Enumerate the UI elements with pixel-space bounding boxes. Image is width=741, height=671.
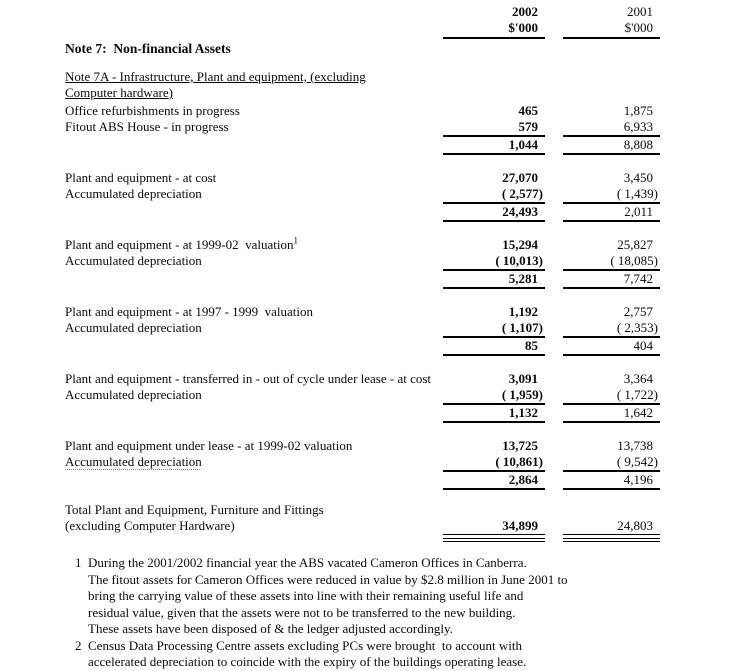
table-row	[65, 320, 660, 338]
subtotal-2002: 85	[443, 338, 545, 356]
footnote-line: These assets have been disposed of & the ledger adjusted accordingly.	[88, 621, 453, 636]
value-2001: 6,933	[563, 119, 660, 137]
subtotal-2002: 2,864	[443, 472, 545, 490]
footnote-line: During the 2001/2002 financial year the ABS vacated Cameron Offices in Canberra.	[88, 555, 527, 570]
subheading-line-2: Computer hardware)	[65, 85, 173, 100]
subtotal-2001: 8,808	[563, 137, 660, 155]
footnote-line: accelerated depreciation to coincide with the expiry of the buildings operating lease.	[88, 654, 527, 669]
double-rule-2002	[443, 538, 545, 542]
footnote-line: bring the carrying value of these assets into line with their remaining useful life and	[88, 588, 524, 603]
table-row	[65, 103, 660, 119]
asset-section	[0, 371, 741, 423]
value-2002: 579	[443, 119, 545, 137]
subtotal-row	[65, 338, 660, 356]
value-2001: ( 18,085)	[563, 253, 660, 271]
note-title-row	[65, 41, 660, 57]
total-value-2002: 34,899	[443, 518, 545, 535]
unit-header-2001: $'000	[563, 20, 660, 39]
row-label: Plant and equipment - at 1997 - 1999 valuation	[65, 304, 314, 319]
subtotal-2001: 4,196	[563, 472, 660, 490]
subheading-row-2	[65, 85, 660, 101]
column-header-2002: 2002	[512, 4, 538, 19]
asset-section	[0, 438, 741, 490]
table-row	[65, 186, 660, 204]
footnote-number: 1	[75, 555, 82, 570]
subtotal-2002: 1,044	[443, 137, 545, 155]
asset-section	[0, 304, 741, 356]
row-label: Accumulated depreciation	[65, 186, 202, 201]
row-label: Office refurbishments in progress	[65, 103, 240, 118]
subheading-line-1: Note 7A - Infrastructure, Plant and equipment, (excluding	[65, 69, 366, 84]
row-label: Plant and equipment under lease - at 1999-02 valuation	[65, 438, 353, 453]
subtotal-2002: 5,281	[443, 271, 545, 289]
total-value-2001: 24,803	[563, 518, 660, 535]
value-2002: 27,070	[502, 170, 538, 185]
value-2001: 2,757	[623, 304, 653, 319]
footnote-ref-superscript: 1	[293, 235, 299, 246]
grand-total-double-rule-row	[65, 538, 660, 542]
table-row	[65, 438, 660, 454]
subtotal-2002: 24,493	[443, 204, 545, 222]
table-row	[65, 253, 660, 271]
value-2001: 3,364	[623, 371, 653, 386]
footnote-number: 2	[75, 637, 82, 653]
footnote-line: Census Data Processing Centre assets excluding PCs were brought to account with	[88, 637, 522, 653]
footnote-line: The fitout assets for Cameron Offices were reduced in value by $2.8 million in June 2001 to	[88, 571, 568, 587]
unit-header-2002: $'000	[443, 20, 545, 39]
value-2001: ( 1,722)	[563, 387, 660, 405]
column-unit-header-row	[65, 20, 660, 39]
total-label-line-1: Total Plant and Equipment, Furniture and Fittings	[65, 502, 324, 517]
value-2002: ( 10,861)	[443, 454, 545, 472]
asset-section	[0, 237, 741, 289]
value-2002: 15,294	[502, 237, 538, 252]
row-label: Accumulated depreciation	[65, 253, 202, 268]
value-2001: 3,450	[623, 170, 653, 185]
subtotal-row	[65, 472, 660, 490]
total-block	[0, 502, 741, 542]
value-2002: 465	[518, 103, 538, 118]
footnote-line: residual value, given that the assets were not to be transferred to the new building.	[88, 604, 516, 620]
table-row	[65, 170, 660, 186]
value-2002: ( 1,959)	[443, 387, 545, 405]
footnote	[75, 638, 681, 671]
total-label-line-2: (excluding Computer Hardware)	[65, 518, 235, 533]
subtotal-2002: 1,132	[443, 405, 545, 423]
column-header-2001: 2001	[627, 4, 653, 19]
row-label: Fitout ABS House - in progress	[65, 119, 229, 134]
subtotal-row	[65, 204, 660, 222]
column-year-header-row	[65, 4, 660, 20]
row-label: Accumulated depreciation	[65, 387, 202, 402]
row-label: Plant and equipment - at 1999-02 valuation$^1$	[65, 235, 299, 252]
subtotal-row	[65, 405, 660, 423]
footnote-text	[88, 638, 681, 671]
subtotal-row	[65, 137, 660, 155]
asset-section	[0, 170, 741, 222]
row-label: Plant and equipment - transferred in - out of cycle under lease - at cost	[65, 371, 432, 386]
footnote	[75, 555, 681, 638]
table-body	[0, 103, 741, 490]
table-row	[65, 387, 660, 405]
table-row	[65, 304, 660, 320]
double-rule-2001	[563, 538, 660, 542]
table-row	[65, 371, 660, 387]
value-2002: 1,192	[508, 304, 538, 319]
value-2001: ( 2,353)	[563, 320, 660, 338]
row-label: Plant and equipment - at cost	[65, 170, 217, 185]
value-2002: 3,091	[508, 371, 538, 386]
value-2001: 13,738	[617, 438, 653, 453]
footnote-text	[88, 555, 681, 638]
value-2002: ( 2,577)	[443, 186, 545, 204]
subtotal-2001: 1,642	[563, 405, 660, 423]
value-2001: 25,827	[617, 237, 653, 252]
value-2001: 1,875	[623, 103, 653, 118]
footnotes	[0, 555, 741, 671]
row-label: Accumulated depreciation	[65, 454, 202, 469]
value-2002: 13,725	[502, 438, 538, 453]
table-row	[65, 237, 660, 253]
note-title: Note 7: Non-financial Assets	[65, 41, 231, 56]
value-2001: ( 1,439)	[563, 186, 660, 204]
row-label: Accumulated depreciation	[65, 320, 202, 335]
table-row	[65, 454, 660, 472]
subtotal-row	[65, 271, 660, 289]
subheading-row-1	[65, 69, 660, 85]
subtotal-2001: 2,011	[563, 204, 660, 222]
subtotal-2001: 7,742	[563, 271, 660, 289]
total-values-row	[65, 518, 660, 535]
subtotal-2001: 404	[563, 338, 660, 356]
asset-section	[0, 103, 741, 155]
total-label-row	[65, 502, 660, 518]
table-row	[65, 119, 660, 137]
value-2002: ( 10,013)	[443, 253, 545, 271]
value-2002: ( 1,107)	[443, 320, 545, 338]
value-2001: ( 9,542)	[563, 454, 660, 472]
